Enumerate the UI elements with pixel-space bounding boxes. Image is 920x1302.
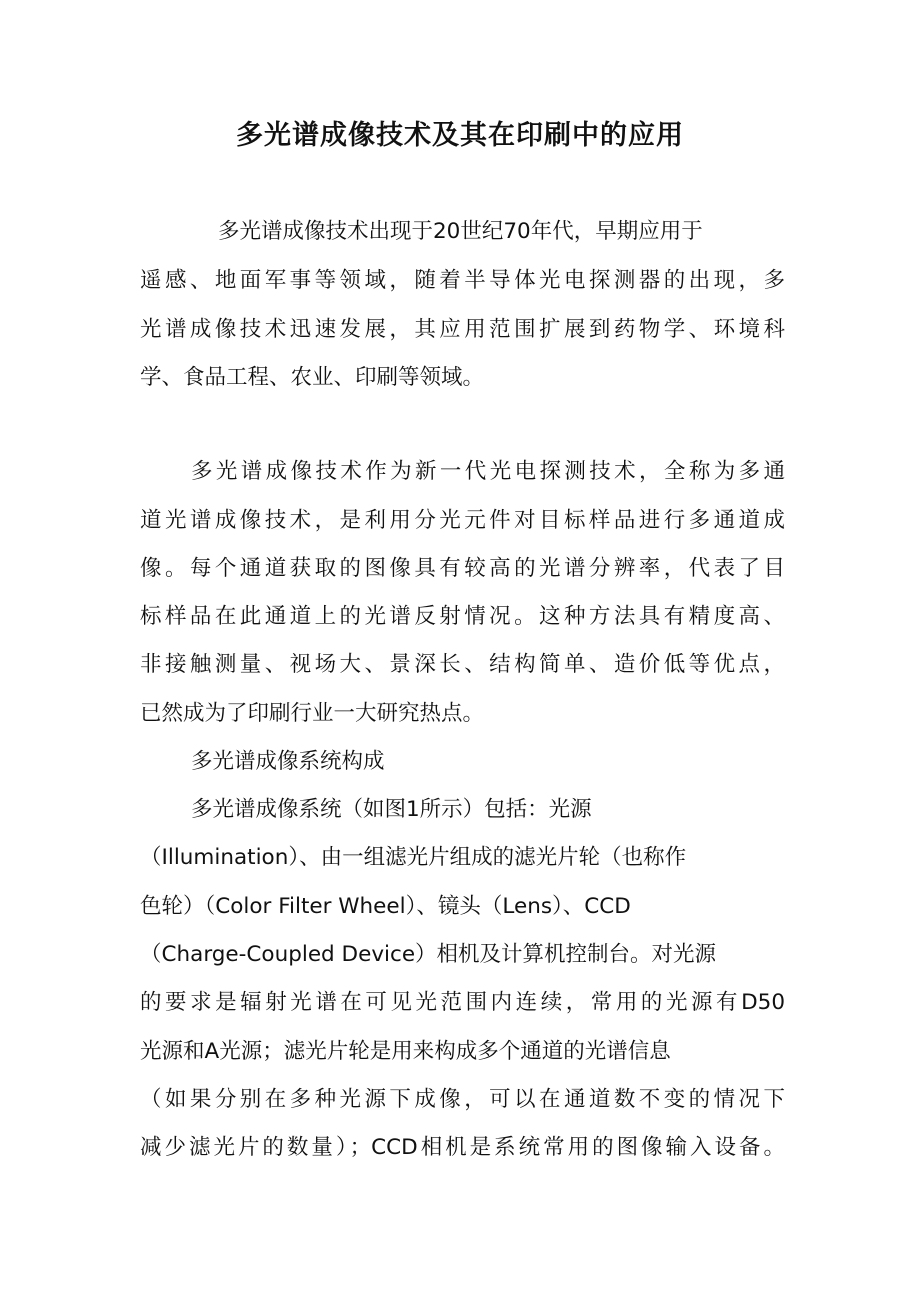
paragraph-3-line-1: 多光谱成像系统（如图1所示）包括：光源 (191, 797, 592, 822)
paragraph-2-line-3: 像。每个通道获取的图像具有较高的光谱分辨率，代表了目 (140, 556, 785, 581)
paragraph-3-line-3: 色轮）（Color Filter Wheel）、镜头（Lens）、CCD (140, 894, 631, 919)
document-title: 多光谱成像技术及其在印刷中的应用 (236, 120, 684, 151)
paragraph-2-line-6: 已然成为了印刷行业一大研究热点。 (140, 701, 485, 726)
paragraph-2-line-5: 非接触测量、视场大、景深长、结构简单、造价低等优点， (140, 652, 785, 677)
paragraph-3-line-6: 光源和A光源；滤光片轮是用来构成多个通道的光谱信息 (140, 1039, 671, 1064)
paragraph-3-line-4: （Charge-Coupled Device）相机及计算机控制台。对光源 (140, 942, 717, 967)
paragraph-2-line-1: 多光谱成像技术作为新一代光电探测技术，全称为多通 (191, 459, 785, 484)
paragraph-1-line-4: 学、食品工程、农业、印刷等领域。 (140, 365, 485, 390)
paragraph-3-line-7: （如果分别在多种光源下成像，可以在通道数不变的情况下 (140, 1087, 785, 1112)
paragraph-3-line-2: （Illumination）、由一组滤光片组成的滤光片轮（也称作 (140, 845, 687, 870)
paragraph-1-line-2: 遥感、地面军事等领域，随着半导体光电探测器的出现，多 (140, 268, 785, 293)
paragraph-3-line-8: 减少滤光片的数量）；CCD相机是系统常用的图像输入设备。 (140, 1135, 785, 1160)
paragraph-2-line-2: 道光谱成像技术，是利用分光元件对目标样品进行多通道成 (140, 508, 785, 533)
paragraph-2-line-4: 标样品在此通道上的光谱反射情况。这种方法具有精度高、 (140, 604, 785, 629)
paragraph-1-line-1: 多光谱成像技术出现于20世纪70年代，早期应用于 (218, 219, 703, 244)
paragraph-1-line-3: 光谱成像技术迅速发展，其应用范围扩展到药物学、环境科 (140, 317, 785, 342)
paragraph-3-line-5: 的要求是辐射光谱在可见光范围内连续，常用的光源有D50 (140, 990, 785, 1015)
section-heading: 多光谱成像系统构成 (191, 749, 385, 774)
